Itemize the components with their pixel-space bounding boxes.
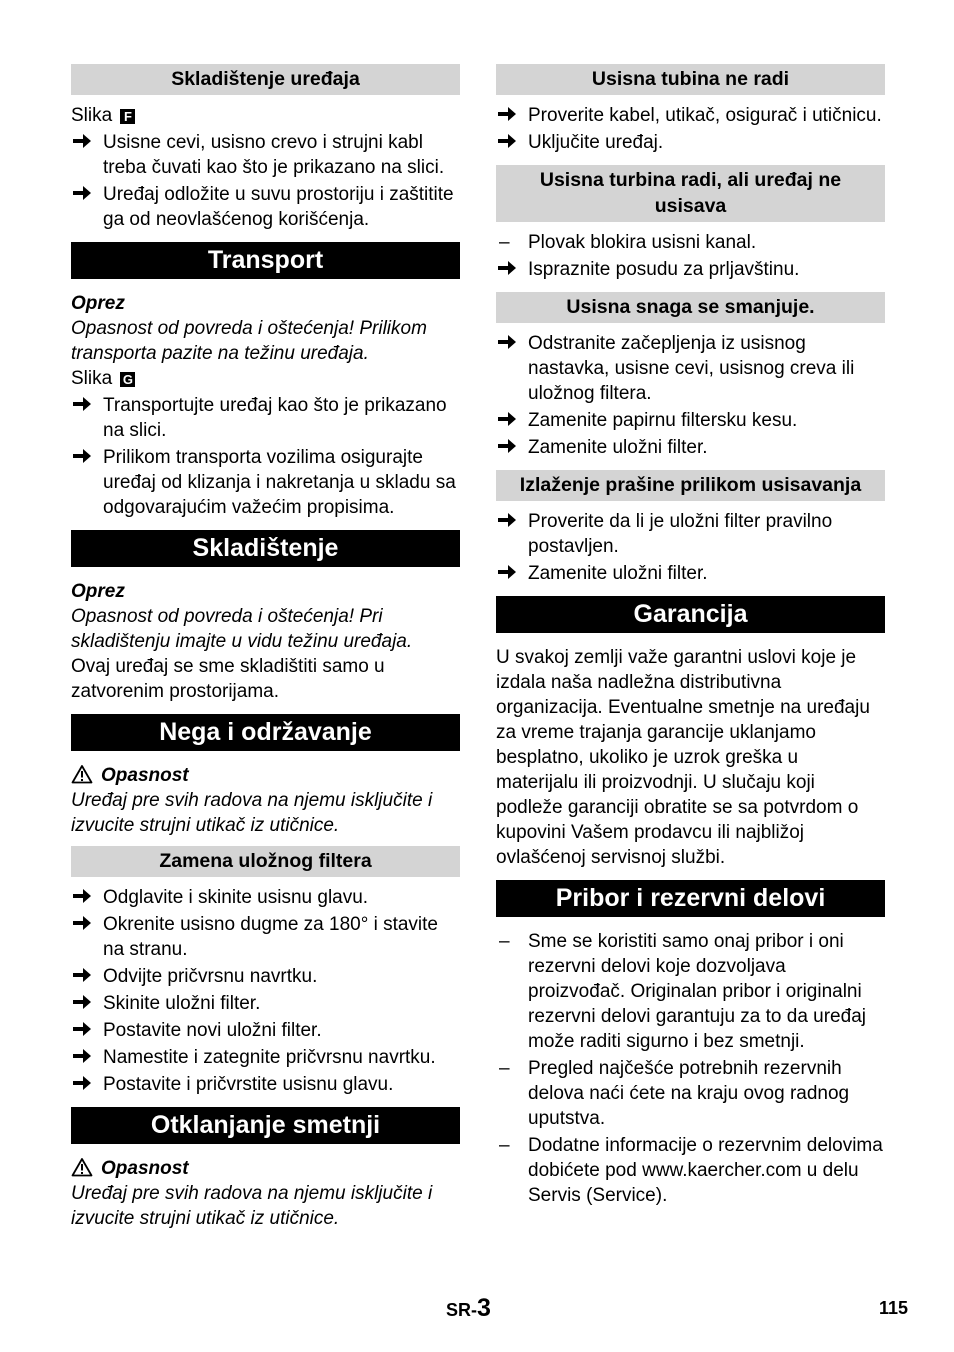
- list-item: Proverite kabel, utikač, osigurač i utičnicu.: [496, 103, 885, 128]
- list-item: Transportujte uređaj kao što je prikazano na slici.: [71, 393, 460, 443]
- accessories-list: [496, 929, 885, 1208]
- list-item: Usisne cevi, usisno crevo i strujni kabl treba čuvati kao što je prikazano na slici.: [71, 130, 460, 180]
- arrow-right-icon: [71, 183, 93, 203]
- filter-replace-steps: [71, 885, 460, 1097]
- storage-device-steps: [71, 130, 460, 232]
- section-heading-filter-replace: Zamena uložnog filtera: [71, 846, 460, 877]
- section-heading-turbine-not-running: Usisna tubina ne radi: [496, 64, 885, 95]
- right-column: [496, 64, 885, 1210]
- section-heading-accessories: Pribor i rezervni delovi: [496, 880, 885, 917]
- figure-reference: Slika F: [71, 103, 460, 128]
- figure-letter-icon: F: [120, 109, 135, 124]
- warning-triangle-icon: [71, 764, 93, 784]
- arrow-right-icon: [496, 562, 518, 582]
- warning-triangle-icon: [71, 1157, 93, 1177]
- arrow-right-icon: [496, 409, 518, 429]
- section-heading-warranty: Garancija: [496, 596, 885, 633]
- page-number: 115: [879, 1298, 909, 1318]
- arrow-right-icon: [71, 1073, 93, 1093]
- list-item: Zamenite uložni filter.: [496, 435, 885, 460]
- arrow-right-icon: [71, 992, 93, 1012]
- section-heading-suction-reduced: Usisna snaga se smanjuje.: [496, 292, 885, 323]
- danger-text: Uređaj pre svih radova na njemu isključite i izvucite strujni utikač iz utičnice.: [71, 1183, 433, 1229]
- danger-title: Opasnost: [71, 763, 460, 788]
- suction-reduced-steps: [496, 331, 885, 460]
- footer-section-number: 3: [477, 1294, 491, 1322]
- dash-icon: –: [499, 931, 510, 952]
- list-item: Postavite novi uložni filter.: [71, 1018, 460, 1043]
- dash-icon: –: [499, 1135, 510, 1156]
- arrow-right-icon: [496, 258, 518, 278]
- dash-icon: –: [499, 1058, 510, 1079]
- left-column: [71, 64, 460, 1231]
- list-item: Uređaj odložite u suvu prostoriju i zaštitite ga od neovlašćenog korišćenja.: [71, 182, 460, 232]
- list-item: Zamenite papirnu filtersku kesu.: [496, 408, 885, 433]
- list-item: Uključite uređaj.: [496, 130, 885, 155]
- turbine-no-suction-steps: [496, 230, 885, 282]
- list-item: – Plovak blokira usisni kanal.: [496, 230, 885, 255]
- warranty-text: U svakoj zemlji važe garantni uslovi koje je izdala naša nadležna distributivna organizacija. Eventualne smetnje na uređaju za vreme trajanja garancije uklanjamo besplatno, ukoliko je uzrok greška u materijalu ili proizvodnji. U slučaju koji podleže garanciji obratite se sa potvrdom o kupovini Vašem prodavcu ili najbližoj ovlašćenoj servisnoj službi.: [496, 647, 870, 868]
- arrow-right-icon: [496, 510, 518, 530]
- turbine-not-running-steps: [496, 103, 885, 155]
- section-heading-dust-leak: Izlaženje prašine prilikom usisavanja: [496, 470, 885, 501]
- footer-section-code: SR-3: [446, 1294, 491, 1322]
- list-item: Postavite i pričvrstite usisnu glavu.: [71, 1072, 460, 1097]
- arrow-right-icon: [71, 1046, 93, 1066]
- list-item: Zamenite uložni filter.: [496, 561, 885, 586]
- dash-icon: –: [499, 232, 510, 253]
- list-item: – Sme se koristiti samo onaj pribor i oni rezervni delovi koje dozvoljava proizvođač. Originalan pribor i originalni rezervni delovi garantuju za to da uređaj može raditi sigurno i bez smetnji.: [496, 929, 885, 1054]
- arrow-right-icon: [496, 131, 518, 151]
- section-heading-turbine-no-suction: Usisna turbina radi, ali uređaj ne usisava: [496, 165, 885, 222]
- list-item: Namestite i zategnite pričvrsnu navrtku.: [71, 1045, 460, 1070]
- arrow-right-icon: [71, 446, 93, 466]
- arrow-right-icon: [71, 965, 93, 985]
- section-heading-storage: Skladištenje: [71, 530, 460, 567]
- list-item: Proverite da li je uložni filter pravilno postavljen.: [496, 509, 885, 559]
- arrow-right-icon: [71, 394, 93, 414]
- figure-reference: Slika G: [71, 366, 460, 391]
- arrow-right-icon: [71, 1019, 93, 1039]
- caution-title: Oprez: [71, 581, 125, 602]
- list-item: Skinite uložni filter.: [71, 991, 460, 1016]
- section-heading-storage-device: Skladištenje uređaja: [71, 64, 460, 95]
- figure-letter-icon: G: [120, 372, 135, 387]
- list-item: Odvijte pričvrsnu navrtku.: [71, 964, 460, 989]
- caution-title: Oprez: [71, 293, 125, 314]
- list-item: Odglavite i skinite usisnu glavu.: [71, 885, 460, 910]
- caution-text: Opasnost od povreda i oštećenja! Prilikom transporta pazite na težinu uređaja.: [71, 318, 427, 364]
- dust-leak-steps: [496, 509, 885, 586]
- arrow-right-icon: [496, 332, 518, 352]
- section-heading-troubleshooting: Otklanjanje smetnji: [71, 1107, 460, 1144]
- storage-text: Ovaj uređaj se sme skladištiti samo u zatvorenim prostorijama.: [71, 656, 385, 702]
- danger-text: Uređaj pre svih radova na njemu isključite i izvucite strujni utikač iz utičnice.: [71, 790, 433, 836]
- list-item: Prilikom transporta vozilima osigurajte uređaj od klizanja i nakretanja u skladu sa odgovarajućim važećim propisima.: [71, 445, 460, 520]
- section-heading-maintenance: Nega i održavanje: [71, 714, 460, 751]
- list-item: – Pregled najčešće potrebnih rezervnih delova naći ćete na kraju ovog radnog uputstva.: [496, 1056, 885, 1131]
- list-item: Okrenite usisno dugme za 180° i stavite na stranu.: [71, 912, 460, 962]
- section-heading-transport: Transport: [71, 242, 460, 279]
- arrow-right-icon: [496, 436, 518, 456]
- arrow-right-icon: [71, 131, 93, 151]
- list-item: – Dodatne informacije o rezervnim delovima dobićete pod www.kaercher.com u delu Servis (Service).: [496, 1133, 885, 1208]
- list-item: Odstranite začepljenja iz usisnog nastavka, usisne cevi, usisnog creva ili uložnog filtera.: [496, 331, 885, 406]
- arrow-right-icon: [71, 886, 93, 906]
- arrow-right-icon: [71, 913, 93, 933]
- danger-title: Opasnost: [71, 1156, 460, 1181]
- list-item: Ispraznite posudu za prljavštinu.: [496, 257, 885, 282]
- arrow-right-icon: [496, 104, 518, 124]
- caution-text: Opasnost od povreda i oštećenja! Pri skladištenju imajte u vidu težinu uređaja.: [71, 606, 413, 652]
- transport-steps: [71, 393, 460, 520]
